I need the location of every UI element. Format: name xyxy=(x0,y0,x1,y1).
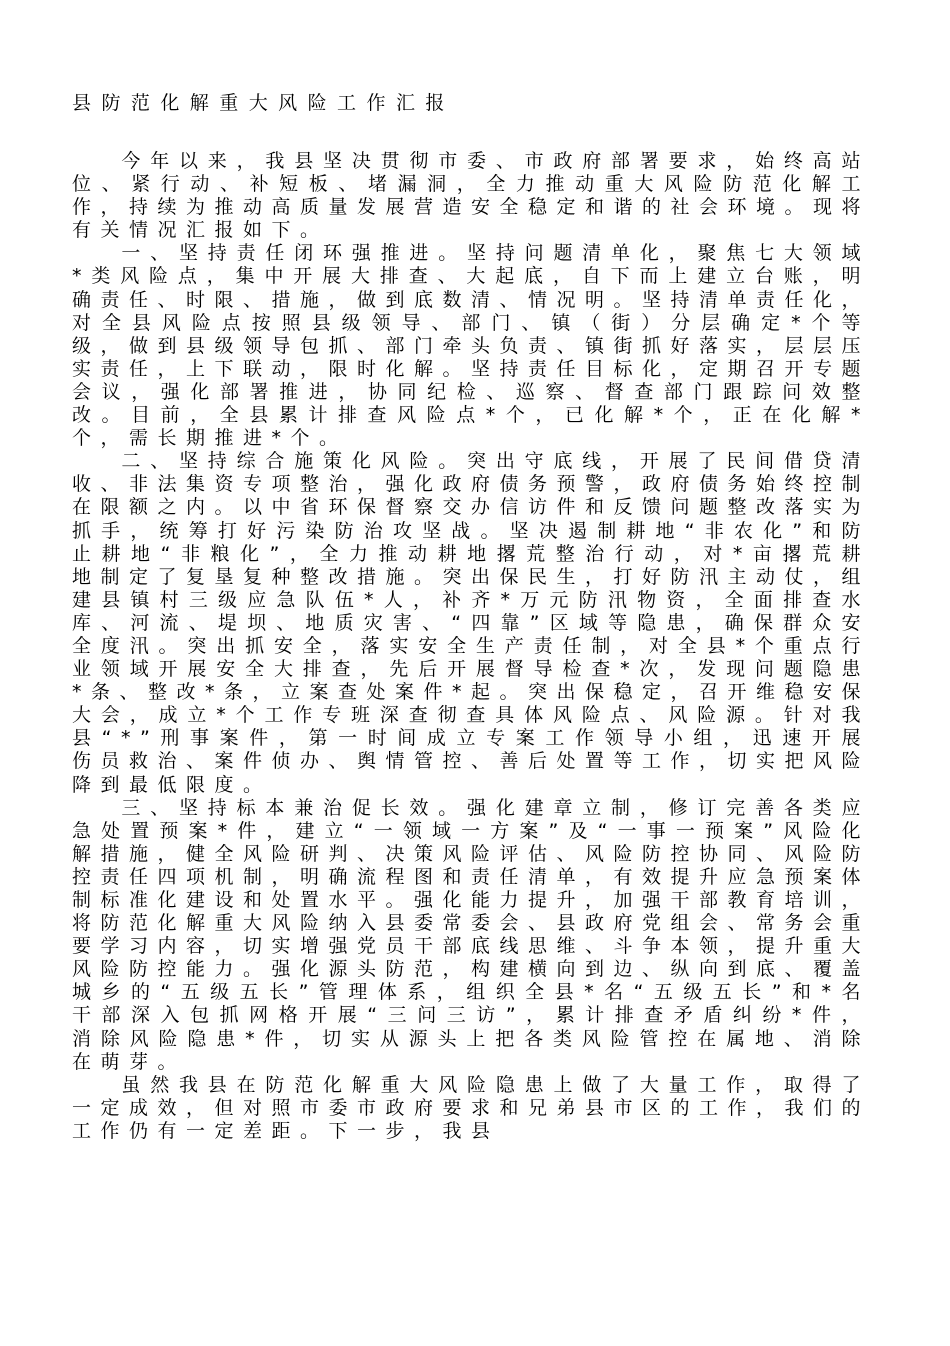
document-body xyxy=(72,92,870,1143)
section-three-paragraph: 三、坚持标本兼治促长效。强化建章立制，修订完善各类应急处置预案*件，建立“一领域一方案”及“一事一预案”风险化解措施，健全风险研判、决策风险评估、风险防控协同、风险防控责任四项机制，明确流程图和责任清单，有效提升应急预案体制标准化建设和处置水平。强化能力提升，加强干部教育培训，将防范化解重大风险纳入县委常委会、县政府党组会、常务会重要学习内容，切实增强党员干部底线思维、斗争本领，提升重大风险防控能力。强化源头防范，构建横向到边、纵向到底、覆盖城乡的“五级五长”管理体系，组织全县*名“五级五长”和*名干部深入包抓网格开展“三问三访”，累计排查矛盾纠纷*件，消除风险隐患*件，切实从源头上把各类风险管控在属地、消除在萌芽。 xyxy=(72,796,871,1073)
section-one-paragraph: 一、坚持责任闭环强推进。坚持问题清单化，聚焦七大领域*类风险点，集中开展大排查、大起底，自下而上建立台账，明确责任、时限、措施，做到底数清、情况明。坚持清单责任化，对全县风险点按照县级领导、部门、镇（街）分层确定*个等级，做到县级领导包抓、部门牵头负责、镇街抓好落实，层层压实责任，上下联动，限时化解。坚持责任目标化，定期召开专题会议，强化部署推进，协同纪检、巡察、督查部门跟踪问效整改。目前，全县累计排查风险点*个，已化解*个，正在化解*个，需长期推进*个。 xyxy=(72,242,871,450)
intro-paragraph: 今年以来，我县坚决贯彻市委、市政府部署要求，始终高站位、紧行动、补短板、堵漏洞，全力推动重大风险防范化解工作，持续为推动高质量发展营造安全稳定和谐的社会环境。现将有关情况汇报如下。 xyxy=(72,150,871,242)
closing-paragraph: 虽然我县在防范化解重大风险隐患上做了大量工作，取得了一定成效，但对照市委市政府要求和兄弟县市区的工作，我们的工作仍有一定差距。下一步，我县 xyxy=(72,1073,871,1142)
section-two-paragraph: 二、坚持综合施策化风险。突出守底线，开展了民间借贷清收、非法集资专项整治，强化政府债务预警，政府债务始终控制在限额之内。以中省环保督察交办信访件和反馈问题整改落实为抓手，统筹打好污染防治攻坚战。坚决遏制耕地“非农化”和防止耕地“非粮化”，全力推动耕地撂荒整治行动，对*亩撂荒耕地制定了复垦复种整改措施。突出保民生，打好防汛主动仗，组建县镇村三级应急队伍*人，补齐*万元防汛物资，全面排查水库、河流、堤坝、地质灾害、“四靠”区域等隐患，确保群众安全度汛。突出抓安全，落实安全生产责任制，对全县*个重点行业领域开展安全大排查，先后开展督导检查*次，发现问题隐患*条、整改*条，立案查处案件*起。突出保稳定，召开维稳安保大会，成立*个工作专班深查彻查具体风险点、风险源。针对我县“*”刑事案件，第一时间成立专案工作领导小组，迅速开展伤员救治、案件侦办、舆情管控、善后处置等工作，切实把风险降到最低限度。 xyxy=(72,450,871,796)
document-title: 县防范化解重大风险工作汇报 xyxy=(72,92,455,114)
